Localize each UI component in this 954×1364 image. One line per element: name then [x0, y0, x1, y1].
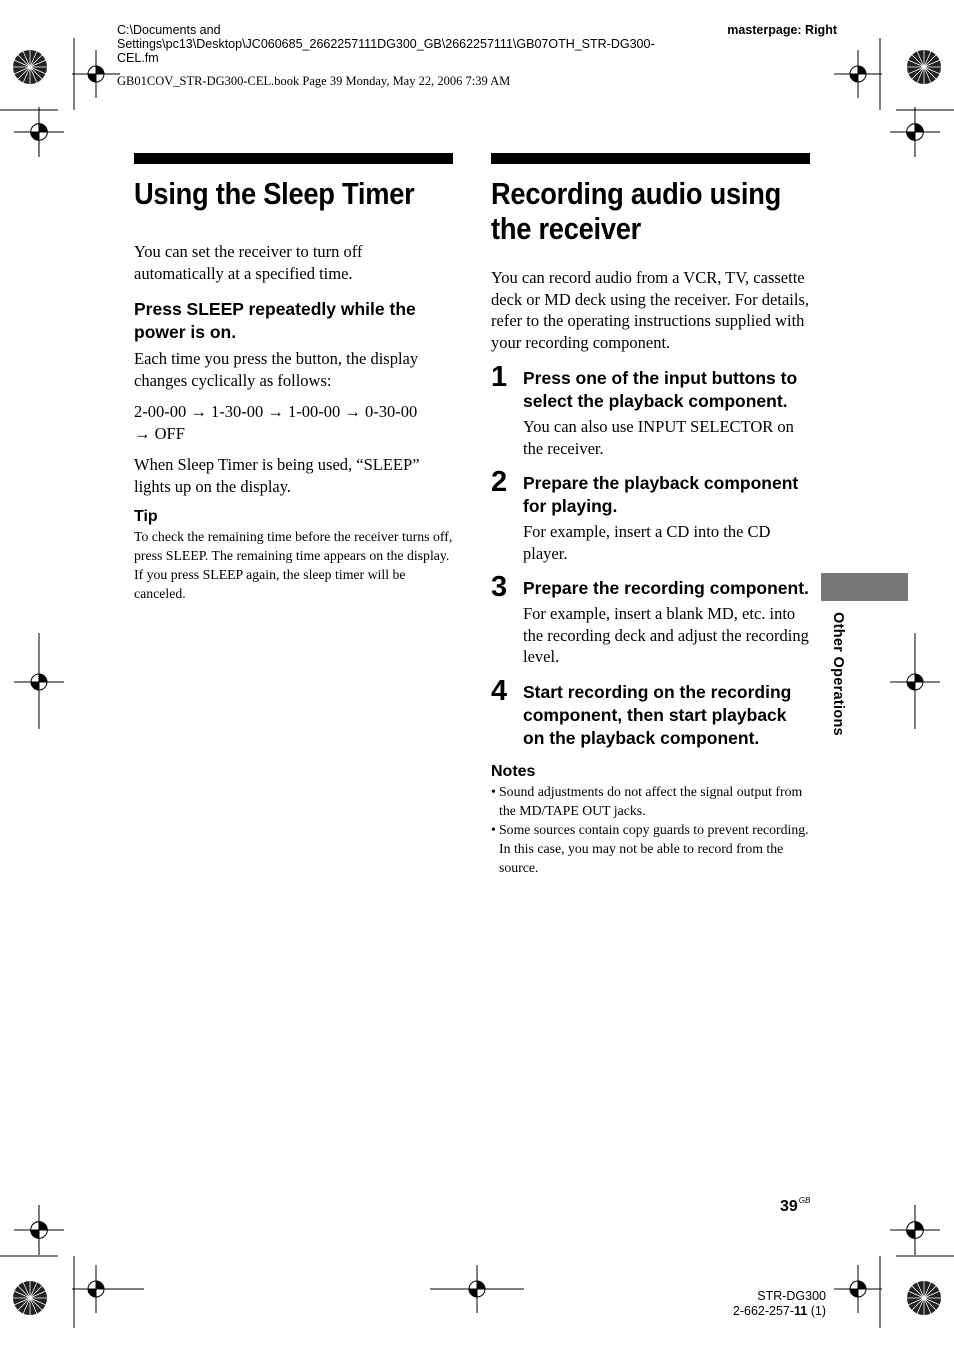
tip-label: Tip: [134, 508, 158, 525]
arrow-right-icon: →: [344, 402, 361, 421]
step-heading: Prepare the playback component for playing.: [523, 473, 799, 516]
registration-crosshair-icon: [890, 633, 940, 729]
masterpage-label: masterpage: Right: [727, 23, 837, 37]
file-path-line-2: Settings\pc13\Desktop\JC060685_2662257111DG300_GB\2662257111\GB07OTH_STR-DG300-: [117, 37, 655, 51]
registration-crosshair-icon: [890, 1205, 940, 1255]
arrow-right-icon: →: [267, 402, 284, 421]
section-title-line-1: Recording audio using: [491, 176, 782, 211]
arrow-right-icon: →: [134, 423, 151, 443]
registration-starburst-icon: [906, 1280, 942, 1316]
cycle-value: 1-00-00: [288, 402, 341, 421]
registration-crosshair-icon: [834, 50, 882, 98]
cycle-value: OFF: [154, 423, 185, 443]
step-body: For example, insert a blank MD, etc. into the recording deck and adjust the recording level.: [523, 604, 809, 666]
page-number-suffix: GB: [798, 1196, 811, 1205]
arrow-right-icon: →: [190, 402, 207, 421]
cycle-intro: Each time you press the button, the display changes cyclically as follows:: [134, 349, 419, 390]
page-number-value: 39: [780, 1198, 798, 1215]
note-text: Sound adjustments do not affect the signal output from the MD/TAPE OUT jacks.: [499, 783, 803, 818]
file-path-line-3: CEL.fm: [117, 51, 159, 65]
bullet-icon: •: [491, 783, 496, 799]
registration-starburst-icon: [12, 1280, 48, 1316]
section-title-line-2: the receiver: [491, 211, 642, 246]
intro-paragraph: You can set the receiver to turn off automatically at a specified time.: [134, 242, 363, 283]
cycle-value: 1-30-00: [211, 402, 264, 421]
display-note: When Sleep Timer is being used, “SLEEP” lights up on the display.: [134, 455, 420, 496]
file-path-line-1: C:\Documents and: [117, 23, 221, 37]
step-number: 2: [491, 466, 508, 498]
step-heading: Start recording on the recording component, then start playback on the playback component.: [523, 681, 792, 748]
section-tab-label: Other Operations: [830, 612, 846, 737]
registration-starburst-icon: [906, 49, 942, 85]
cycle-value: 2-00-00: [134, 402, 187, 421]
intro-paragraph: You can record audio from a VCR, TV, cassette deck or MD deck using the receiver. For details, refer to the operating instructions supplied with your recording component.: [491, 268, 809, 352]
step-heading: Press one of the input buttons to select the playback component.: [523, 368, 798, 411]
step-number: 3: [491, 571, 508, 603]
registration-starburst-icon: [12, 49, 48, 85]
note-text: Some sources contain copy guards to prevent recording. In this case, you may not be able to record from the source.: [499, 821, 809, 875]
step-number: 1: [491, 361, 508, 393]
step-body: For example, insert a CD into the CD player.: [523, 522, 771, 563]
registration-crosshair-icon: [430, 1265, 524, 1313]
bullet-icon: •: [491, 821, 496, 837]
registration-crosshair-icon: [14, 1205, 64, 1255]
model-name: STR-DG300: [757, 1289, 826, 1303]
registration-crosshair-icon: [14, 107, 64, 157]
registration-crosshair-icon: [834, 1265, 882, 1313]
book-info-line: GB01COV_STR-DG300-CEL.book Page 39 Monday, May 22, 2006 7:39 AM: [117, 74, 511, 88]
part-number: 2-662-257-11 (1): [732, 1304, 826, 1318]
tip-text: To check the remaining time before the receiver turns off, press SLEEP. The remaining time appears on the display. If you press SLEEP again, the sleep timer will be canceled.: [134, 529, 453, 601]
section-title: Using the Sleep Timer: [134, 176, 415, 211]
registration-crosshair-icon: [72, 1265, 144, 1313]
step-body: You can also use INPUT SELECTOR on the receiver.: [523, 417, 794, 458]
notes-label: Notes: [491, 762, 536, 780]
registration-crosshair-icon: [14, 633, 64, 729]
step-number: 4: [491, 674, 508, 707]
registration-crosshair-icon: [72, 50, 120, 98]
instruction-heading: Press SLEEP repeatedly while the power is on.: [134, 299, 416, 342]
registration-crosshair-icon: [890, 107, 940, 157]
step-heading: Prepare the recording component.: [523, 578, 809, 598]
cycle-value: 0-30-00: [365, 402, 418, 421]
